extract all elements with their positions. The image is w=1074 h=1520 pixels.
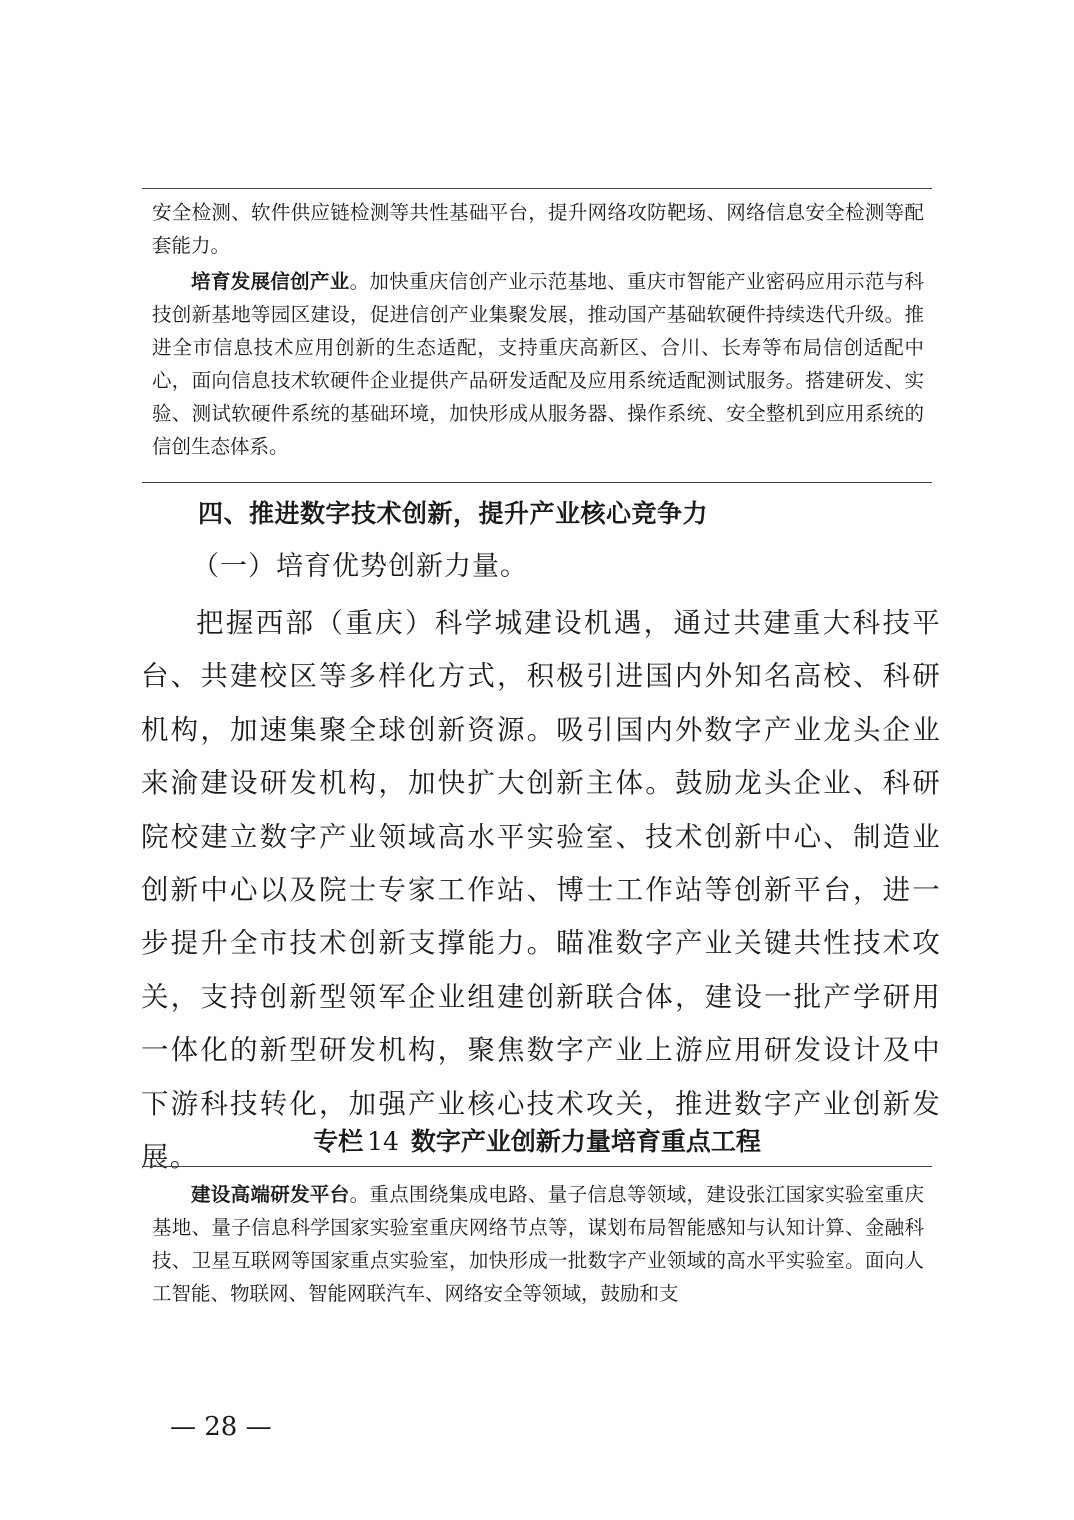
box-continuation: 安全检测、软件供应链检测等共性基础平台，提升网络攻防靶场、网络信息安全检测等配套能力。 (152, 201, 924, 257)
section-paragraph: 把握西部（重庆）科学城建设机遇，通过共建重大科技平台、共建校区等多样化方式，积极引进国内外知名高校、科研机构，加速集聚全球创新资源。吸引国内外数字产业龙头企业来渝建设研发机构，加快扩大创新主体。鼓励龙头企业、科研院校建立数字产业领域高水平实验室、技术创新中心、制造业创新中心以及院士专家工作站、博士工作站等创新平台，进一步提升全市技术创新支撑能力。瞄准数字产业关键共性技术攻关，支持创新型领军企业组建创新联合体，建设一批产学研用一体化的新型研发机构，聚焦数字产业上游应用研发设计及中下游科技转化，加强产业核心技术攻关，推进数字产业创新发展。 (141, 607, 941, 1174)
column-item-lead: 建设高端研发平台 (191, 1183, 350, 1206)
box-bottom-rule (142, 482, 932, 483)
column-title (0, 1122, 1074, 1158)
box-item-lead: 培育发展信创产业 (191, 270, 350, 293)
column-title-text: 数字产业创新力量培育重点工程 (410, 1127, 761, 1156)
box-item (152, 265, 924, 463)
column-label: 专栏 (313, 1127, 364, 1156)
column-top-rule (142, 1166, 932, 1167)
box-item-text: 。加快重庆信创产业示范基地、重庆市智能产业密码应用示范与科技创新基地等园区建设，促进信创产业集聚发展，推动国产基础软硬件持续迭代升级。推进全市信息技术应用创新的生态适配，支持重庆高新区、合川、长寿等布局信创适配中心，面向信息技术软硬件企业提供产品研发适配及应用系统适配测试服务。搭建研发、实验、测试软硬件系统的基础环境，加快形成从服务器、操作系统、安全整机到应用系统的信创生态体系。 (152, 270, 924, 458)
column-text (152, 1178, 924, 1310)
box-top-text (152, 196, 924, 463)
box-top-rule (142, 188, 932, 189)
page-number: — 28 — (170, 1412, 272, 1442)
column-number: 14 (367, 1127, 399, 1156)
column-item-text: 。重点围绕集成电路、量子信息等领域，建设张江国家实验室重庆基地、量子信息科学国家实验室重庆网络节点等，谋划布局智能感知与认知计算、金融科技、卫星互联网等国家重点实验室，加快形成一批数字产业领域的高水平实验室。面向人工智能、物联网、智能网联汽车、网络安全等领域，鼓励和支 (152, 1183, 924, 1305)
section-heading: 四、推进数字技术创新，提升产业核心竞争力 (198, 499, 709, 528)
section-subheading: （一）培育优势创新力量。 (192, 551, 528, 582)
column-item (152, 1178, 924, 1310)
